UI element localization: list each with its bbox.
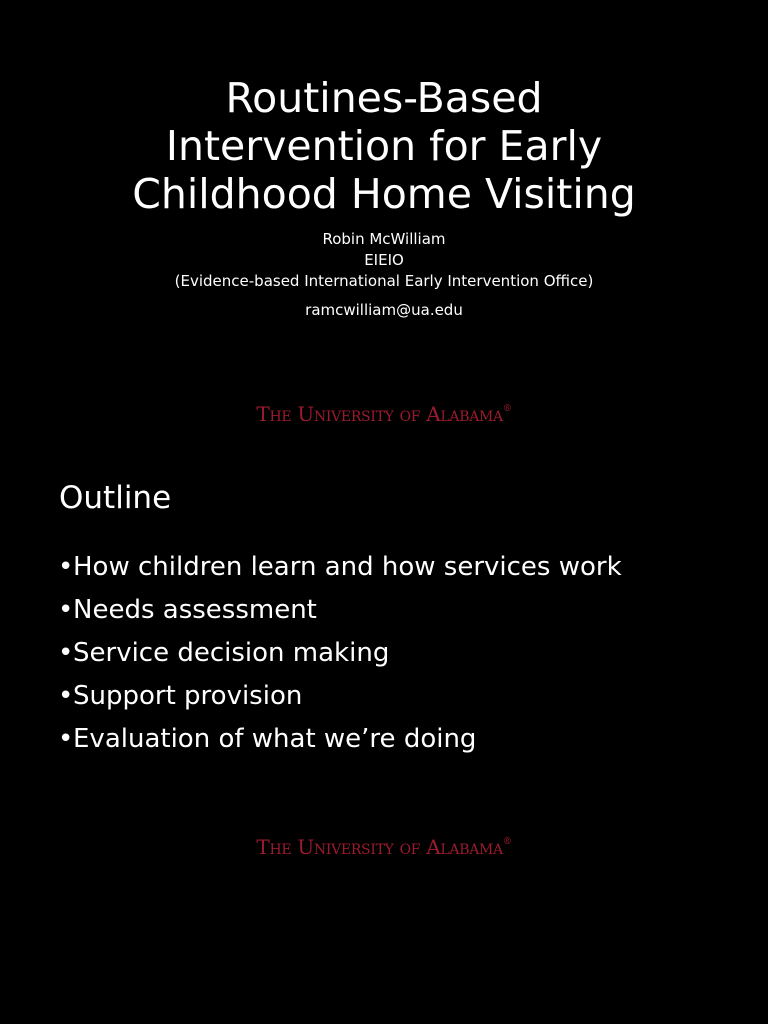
- organization-full-name: (Evidence-based International Early Intervention Office): [174, 272, 594, 290]
- presenter-name: Robin McWilliam: [322, 230, 446, 248]
- university-logo: [0, 835, 768, 859]
- list-item: [58, 546, 622, 589]
- outline-list: [58, 546, 622, 761]
- list-item: [58, 718, 622, 761]
- list-item-text: How children learn and how services work: [73, 552, 622, 582]
- bullet-icon: •: [58, 681, 74, 711]
- university-logo-text: The University of Alabama: [256, 835, 503, 859]
- university-logo: [0, 402, 768, 426]
- title-slide: [0, 0, 768, 470]
- title-line-1: Routines-Based: [225, 74, 543, 122]
- bullet-icon: •: [58, 595, 74, 625]
- list-item: [58, 675, 622, 718]
- list-item-text: Needs assessment: [73, 595, 317, 625]
- list-item: [58, 589, 622, 632]
- list-item: [58, 632, 622, 675]
- outline-title: Outline: [59, 480, 172, 516]
- bullet-icon: •: [58, 638, 74, 668]
- title-line-2: Intervention for Early: [165, 122, 603, 170]
- registered-mark: ®: [502, 837, 512, 847]
- list-item-text: Evaluation of what we’re doing: [73, 724, 477, 754]
- presenter-email: ramcwilliam@ua.edu: [305, 301, 463, 319]
- list-item-text: Support provision: [73, 681, 303, 711]
- slide-title: [0, 74, 768, 218]
- outline-slide: [0, 470, 768, 1024]
- registered-mark: ®: [502, 404, 512, 414]
- list-item-text: Service decision making: [73, 638, 390, 668]
- university-logo-text: The University of Alabama: [256, 402, 503, 426]
- bullet-icon: •: [58, 552, 74, 582]
- title-line-3: Childhood Home Visiting: [132, 170, 636, 218]
- bullet-icon: •: [58, 724, 74, 754]
- presenter-info: [0, 229, 768, 292]
- organization-acronym: EIEIO: [364, 251, 404, 269]
